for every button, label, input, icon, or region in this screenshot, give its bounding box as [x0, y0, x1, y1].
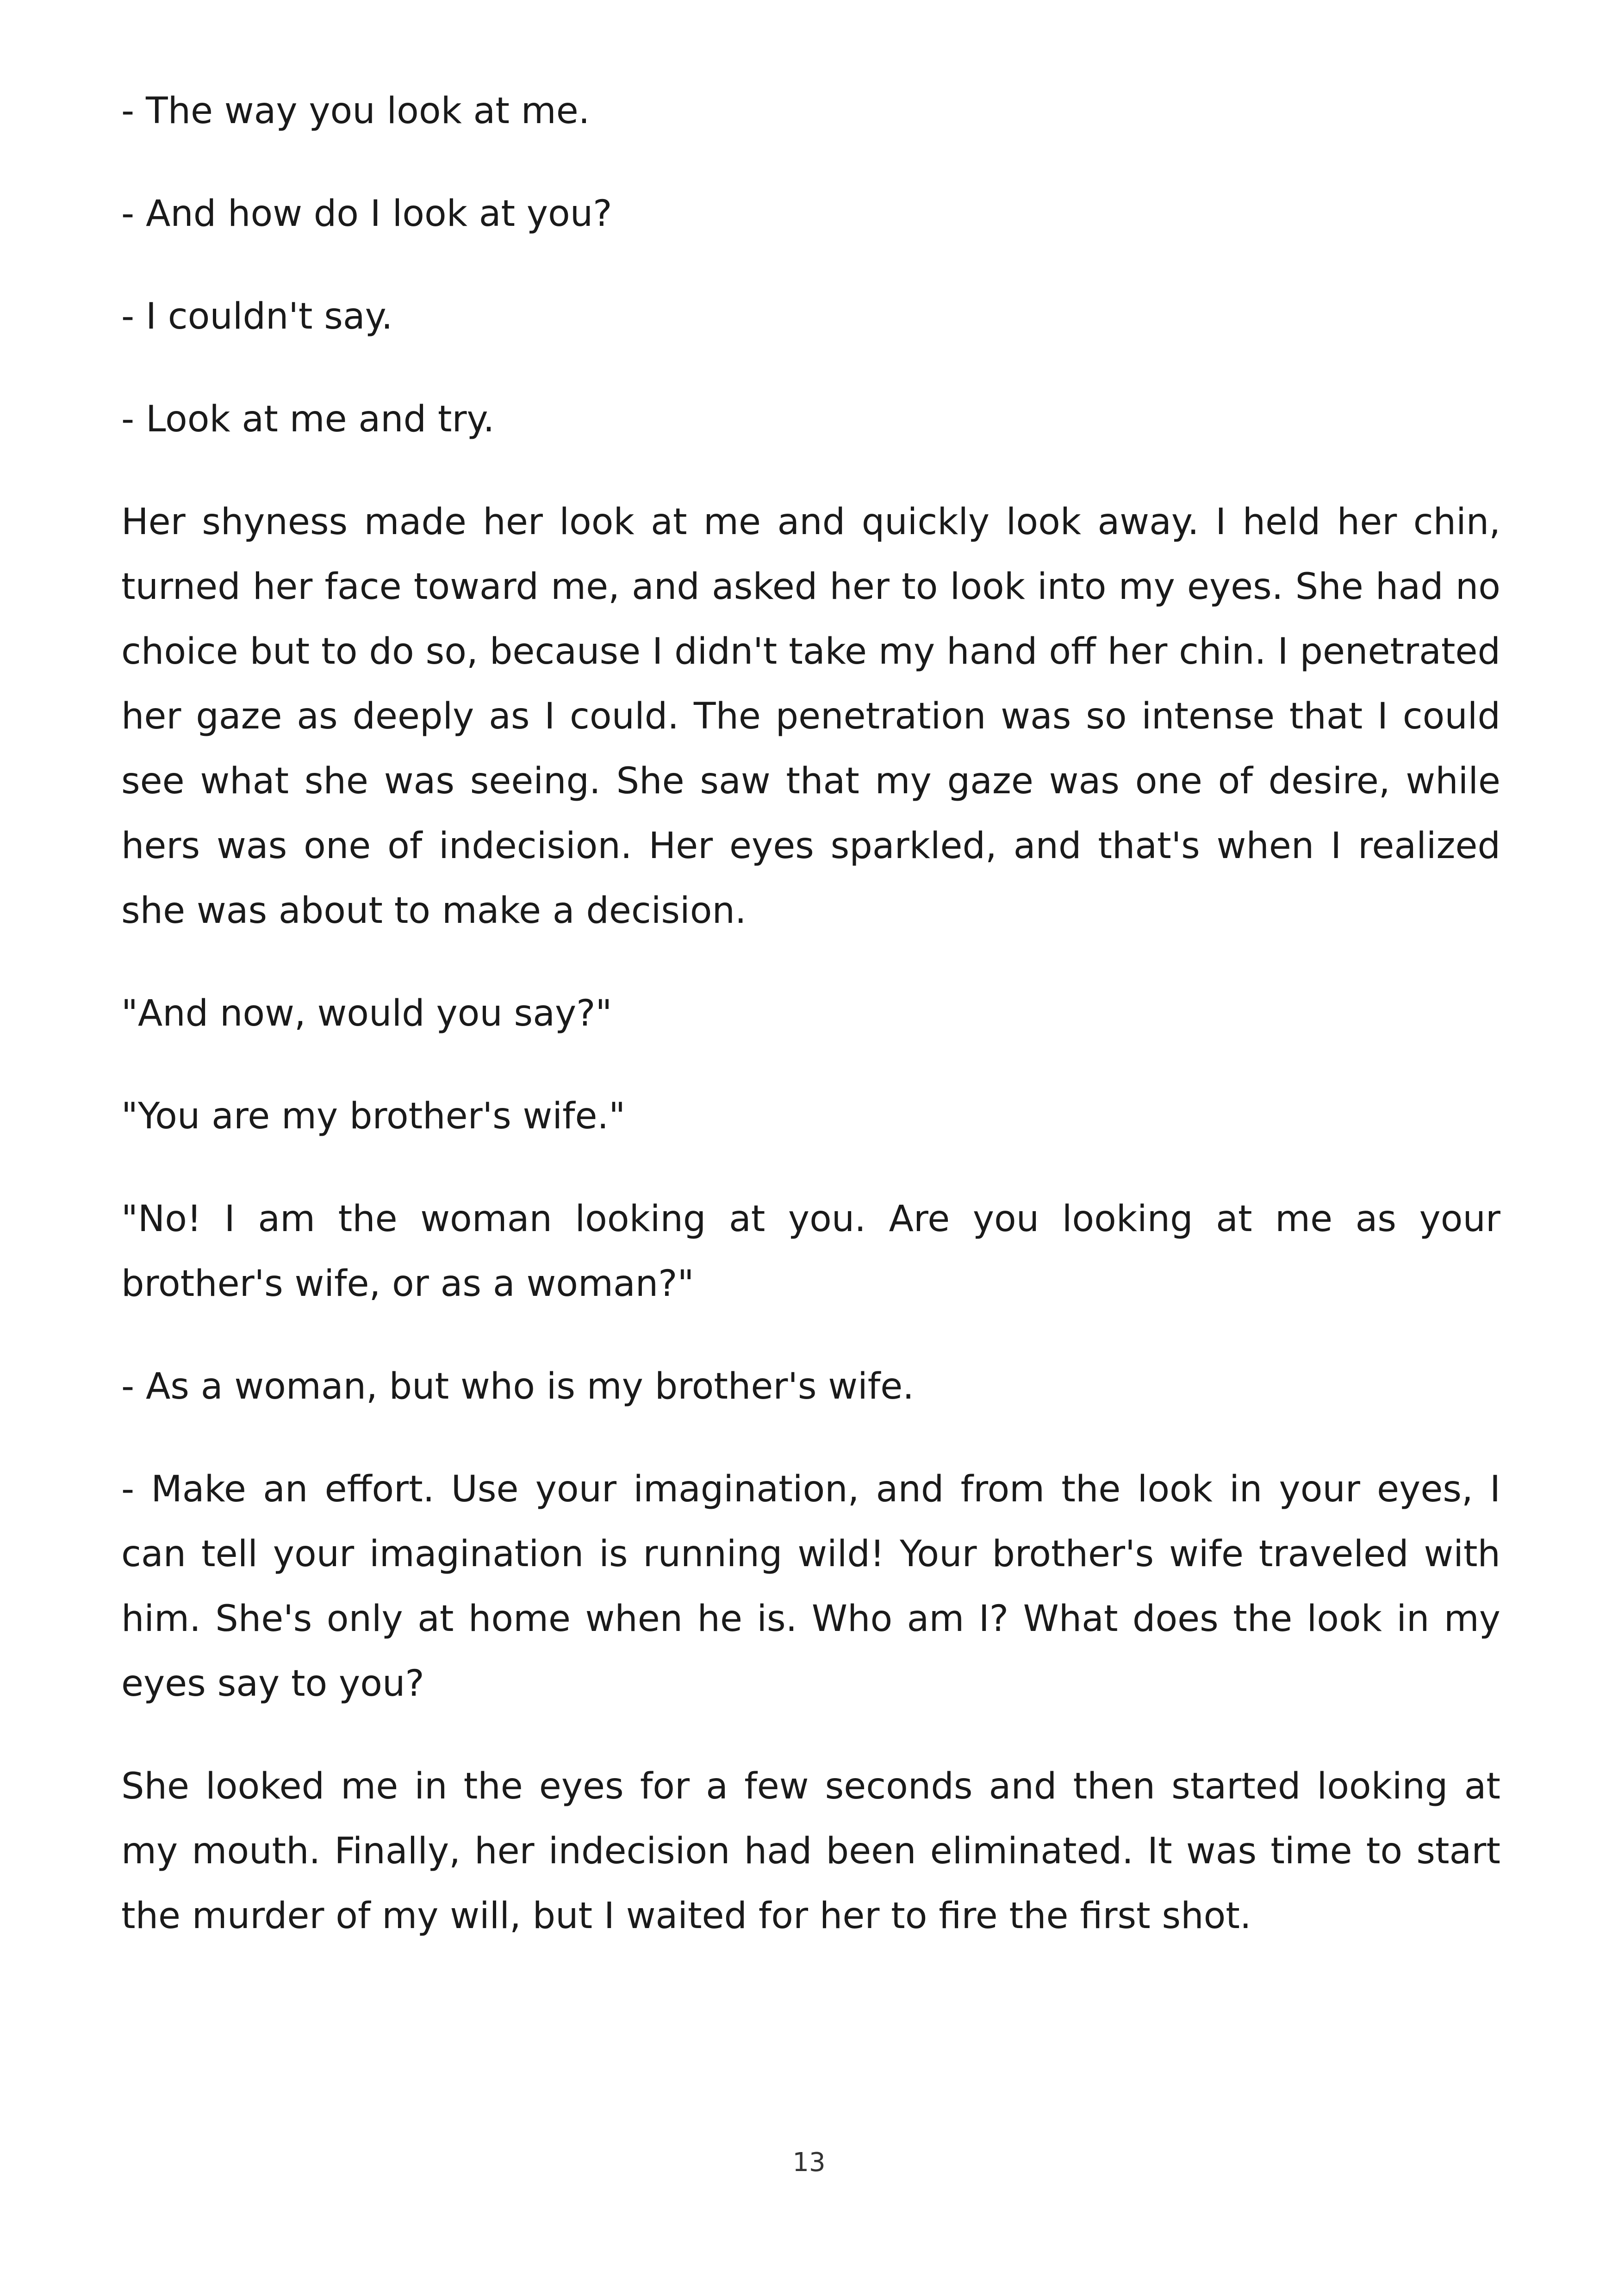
dialogue-line: - The way you look at me. — [121, 90, 590, 132]
page-number: 13 — [792, 2147, 826, 2178]
dialogue-line: "You are my brother's wife." — [121, 1095, 626, 1137]
dialogue-line: - And how do I look at you? — [121, 193, 612, 235]
dialogue-paragraph: - Make an effort. Use your imagination, and from the look in your eyes, I can tell your imagination is running wild! Your brother's wife traveled with him. She's only at home when he is. Who am I? What does the look in my eyes say to you? — [121, 1468, 1500, 1705]
narrative-paragraph: She looked me in the eyes for a few seconds and then started looking at my mouth. Finally, her indecision had been eliminated. It was time to start the murder of my will, but I waited for her to fire the first shot. — [121, 1766, 1500, 1937]
dialogue-line: "And now, would you say?" — [121, 993, 612, 1034]
body-text — [121, 79, 1500, 1986]
dialogue-line: - Look at me and try. — [121, 398, 495, 440]
dialogue-paragraph: "No! I am the woman looking at you. Are you looking at me as your brother's wife, or as a woman?" — [121, 1198, 1500, 1305]
dialogue-line: - I couldn't say. — [121, 296, 393, 337]
dialogue-line: - As a woman, but who is my brother's wife. — [121, 1366, 914, 1407]
narrative-paragraph: Her shyness made her look at me and quickly look away. I held her chin, turned her face toward me, and asked her to look into my eyes. She had no choice but to do so, because I didn't take my hand off her chin. I penetrated her gaze as deeply as I could. The penetration was so intense that I could see what she was seeing. She saw that my gaze was one of desire, while hers was one of indecision. Her eyes sparkled, and that's when I realized she was about to make a decision. — [121, 501, 1500, 932]
